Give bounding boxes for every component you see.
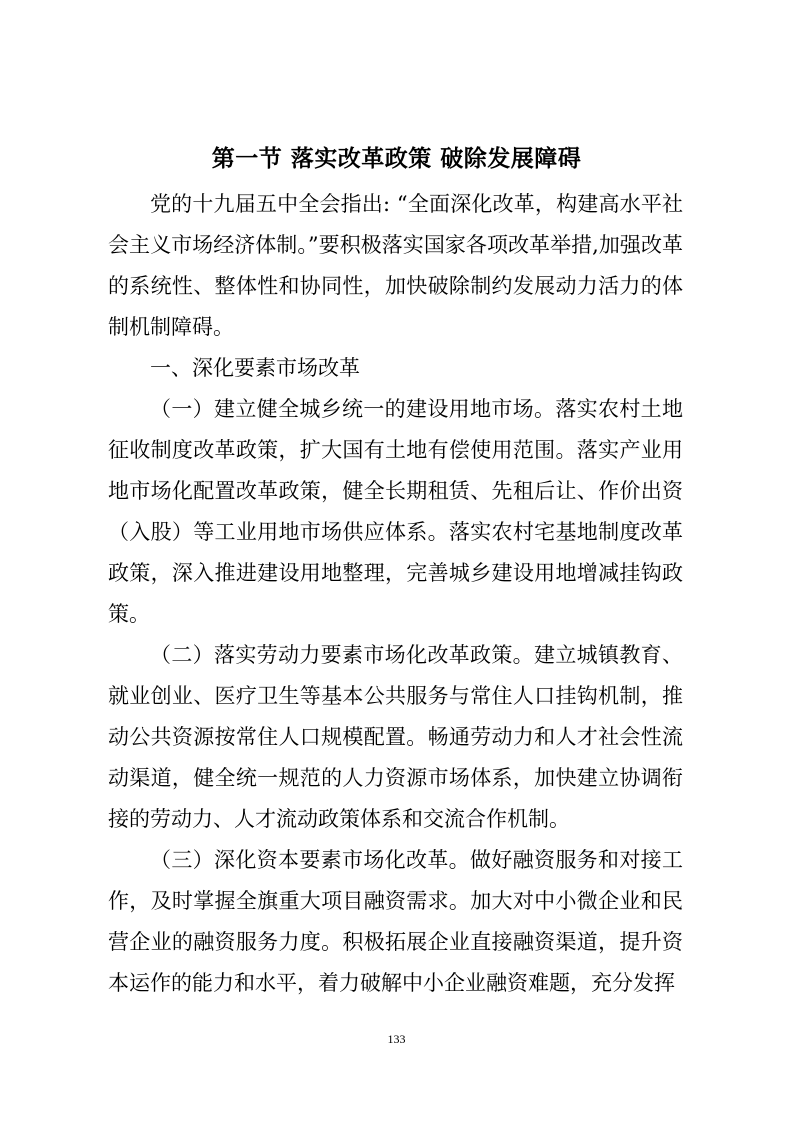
subheading-deepen-factor-market-reform: 一、深化要素市场改革 bbox=[150, 356, 360, 380]
paragraph-capital-market: （三）深化资本要素市场化改革。做好融资服务和对接工作，及时掌握全旗重大项目融资需求。加大对中小微企业和民营企业的融资服务力度。积极拓展企业直接融资渠道，提升资本运作的能力和水平，着力破解中小企业融资难题，充分发挥 bbox=[108, 848, 683, 995]
page-number: 133 bbox=[387, 1032, 406, 1046]
intro-paragraph: 党的十九届五中全会指出: “全面深化改革，构建高水平社会主义市场经济体制。”要积极落实国家各项改革举措,加强改革的系统性、整体性和协同性，加快破除制约发展动力活力的体制机制障碍。 bbox=[108, 192, 683, 339]
paragraph-labor-market: （二）落实劳动力要素市场化改革政策。建立城镇教育、就业创业、医疗卫生等基本公共服务与常住人口挂钩机制，推动公共资源按常住人口规模配置。畅通劳动力和人才社会性流动渠道，健全统一规范的人力资源市场体系，加快建立协调衔接的劳动力、人才流动政策体系和交流合作机制。 bbox=[108, 643, 683, 831]
section-title: 第一节 落实改革政策 破除发展障碍 bbox=[211, 146, 582, 172]
document-body bbox=[108, 184, 683, 1004]
paragraph-land-market: （一）建立健全城乡统一的建设用地市场。落实农村土地征收制度改革政策，扩大国有土地有偿使用范围。落实产业用地市场化配置改革政策，健全长期租赁、先租后让、作价出资（入股）等工业用地市场供应体系。落实农村宅基地制度改革政策，深入推进建设用地整理，完善城乡建设用地增减挂钩政策。 bbox=[108, 397, 683, 626]
